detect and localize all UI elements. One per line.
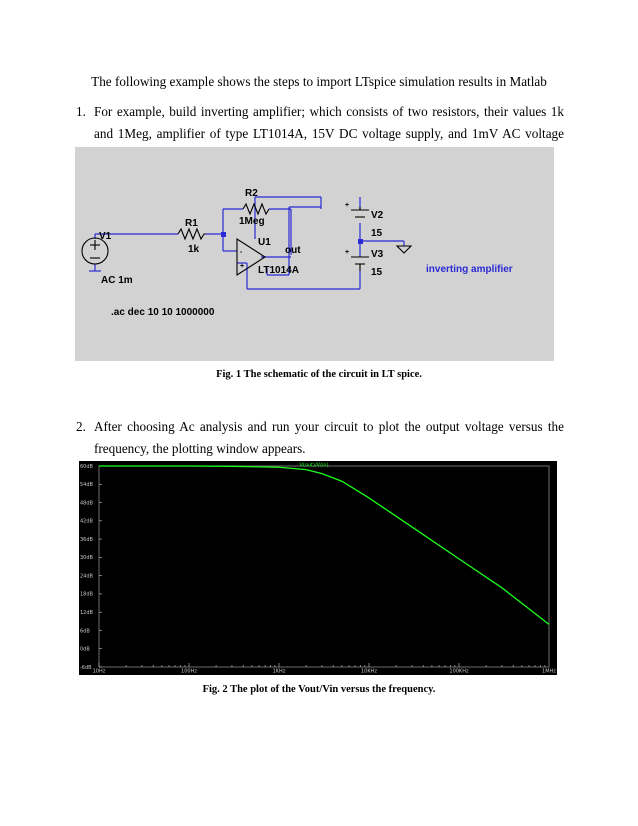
y-tick-label: 12dB bbox=[80, 609, 93, 616]
svg-text:-: - bbox=[240, 249, 243, 256]
list-item-text: For example, build inverting amplifier; which consists of two resistors, their values 1k and 1Meg, amplifier of type LT1014A, 15V DC voltage supply, and 1mV AC voltage bbox=[94, 104, 564, 141]
v2-value: 15 bbox=[371, 228, 383, 239]
spice-directive: .ac dec 10 10 1000000 bbox=[111, 307, 215, 318]
series-line bbox=[99, 466, 549, 624]
list-item-text: After choosing Ac analysis and run your circuit to plot the output voltage versus the frequency, the plotting window appears. bbox=[94, 419, 564, 456]
v1-name: V1 bbox=[99, 231, 112, 242]
y-tick-label: 60dB bbox=[80, 463, 93, 470]
x-tick-label: 10KHz bbox=[360, 668, 378, 675]
r2-name: R2 bbox=[245, 188, 258, 199]
x-tick-label: 100Hz bbox=[181, 668, 197, 675]
figure-2-caption: Fig. 2 The plot of the Vout/Vin versus the frequency. bbox=[202, 684, 436, 695]
r1-value: 1k bbox=[188, 244, 200, 255]
y-tick-label: 54dB bbox=[80, 482, 93, 489]
resistor-r2 bbox=[243, 204, 269, 214]
x-tick-label: 1KHz bbox=[272, 668, 286, 675]
list-number: 1. bbox=[76, 104, 86, 119]
y-tick-label: -6dB bbox=[80, 664, 92, 671]
intro-text: The following example shows the steps to import LTspice simulation results in Matlab bbox=[91, 74, 547, 89]
u1-name: U1 bbox=[258, 237, 271, 248]
r2-value: 1Meg bbox=[239, 216, 265, 227]
schematic-diagram bbox=[75, 147, 554, 361]
figure-1-caption: Fig. 1 The schematic of the circuit in LT spice. bbox=[216, 369, 422, 380]
y-tick-label: 48dB bbox=[80, 500, 93, 507]
v2-name: V2 bbox=[371, 210, 384, 221]
v3-value: 15 bbox=[371, 267, 383, 278]
x-tick-label: 100KHz bbox=[449, 668, 469, 675]
y-tick-label: 18dB bbox=[80, 591, 93, 598]
y-tick-label: 36dB bbox=[80, 536, 93, 543]
resistor-r1 bbox=[178, 229, 206, 239]
y-tick-label: 6dB bbox=[80, 628, 90, 635]
y-tick-label: 0dB bbox=[80, 646, 90, 653]
svg-text:+: + bbox=[240, 263, 245, 270]
net-out-label: out bbox=[285, 245, 301, 256]
list-item bbox=[76, 416, 564, 460]
figure-schematic bbox=[75, 147, 554, 361]
y-tick-label: 24dB bbox=[80, 573, 93, 580]
figure-plot-window bbox=[79, 461, 557, 675]
r1-name: R1 bbox=[185, 218, 198, 229]
plot-title: V(out)/V(in) bbox=[299, 462, 329, 469]
svg-text:+: + bbox=[345, 202, 350, 209]
y-tick-label: 42dB bbox=[80, 518, 93, 525]
plot-frame bbox=[99, 466, 549, 667]
bode-plot bbox=[79, 461, 557, 675]
u1-part: LT1014A bbox=[258, 265, 299, 276]
ground-symbol bbox=[397, 246, 411, 253]
v1-value: AC 1m bbox=[101, 275, 133, 286]
x-tick-label: 10Hz bbox=[92, 668, 106, 675]
list-number: 2. bbox=[76, 419, 86, 434]
x-tick-label: 1MHz bbox=[542, 668, 556, 675]
svg-text:+: + bbox=[345, 249, 350, 256]
y-tick-label: 30dB bbox=[80, 555, 93, 562]
v3-name: V3 bbox=[371, 249, 384, 260]
schematic-comment: inverting amplifier bbox=[426, 264, 513, 275]
